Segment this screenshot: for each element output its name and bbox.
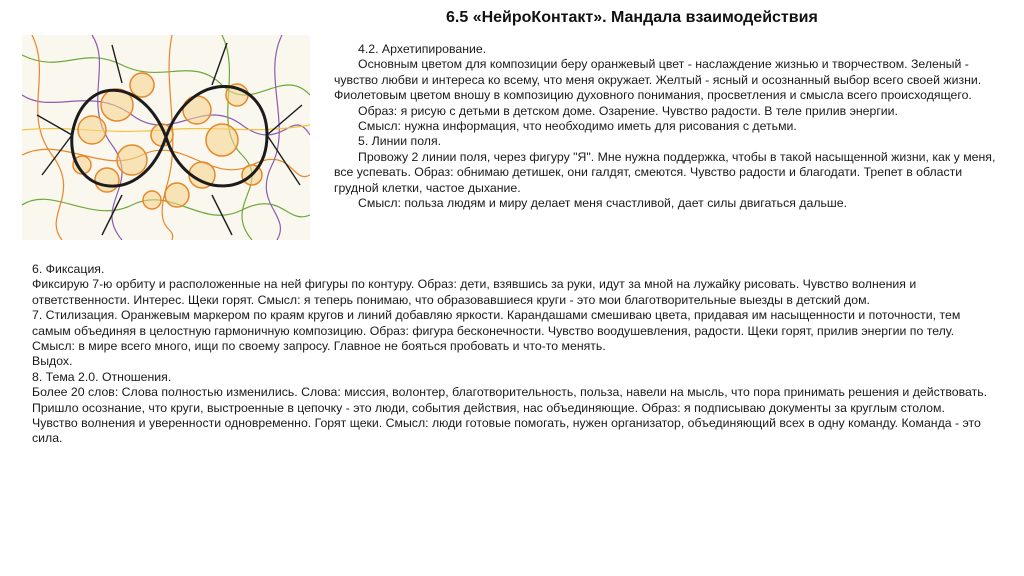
text-block-archetyping (334, 42, 1009, 211)
paragraph-meaning-1: Смысл: нужна информация, что необходимо иметь для рисования с детьми. (358, 119, 797, 134)
heading-relations: 8. Тема 2.0. Отношения. (32, 369, 172, 384)
paragraph-fixation: Фиксирую 7-ю орбиту и расположенные на ней фигуры по контуру. Образ: дети, взявшись за руки, идут за мной на лужайку рисовать. Чувство волнения и ответственности. Интерес. Щеки горят. Смысл: я теперь понимаю, что образовавшиеся круги - это мои благотворительные выезды в детский дом. (32, 277, 917, 307)
mandala-artwork-image (22, 35, 310, 240)
heading-fixation: 6. Фиксация. (32, 262, 105, 276)
page-title: 6.5 «НейроКонтакт». Мандала взаимодействия (446, 9, 818, 26)
paragraph-exhale: Выдох. (32, 354, 73, 369)
paragraph-relations: Более 20 слов: Слова полностью изменились. Слова: миссия, волонтер, благотворительность, польза, навели на мысль, что пора принимать решения и действовать. Пришло осознание, что круги, выстроенные в цепочку - это люди, события действия, нас объединяющие. Образ: я подписываю документы за круглым столом. Чувство волнения и уверенности одновременно. Горят щеки. Смысл: люди готовые помогать, нужен организатор, объединяющий всех в одну команду. Команда - это сила. (32, 385, 988, 446)
paragraph-meaning-2: Смысл: польза людям и миру делает меня счастливой, дает силы двигаться дальше. (358, 196, 848, 211)
paragraph-field-lines: Провожу 2 линии поля, через фигуру "Я". Мне нужна поддержка, чтобы в такой насыщенной жизни, как у меня, все успевать. Образ: обнимаю детишек, они галдят, смеются. Чувство радости и благодати. Трепет в области грудной клетки, частое дыхание. (334, 149, 996, 195)
paragraph-stylization: 7. Стилизация. Оранжевым маркером по краям кругов и линий добавляю яркости. Карандашами смешиваю цвета, придавая им насыщенности и поточности, тем самым объединяя в целостную гармоничную композицию. Образ: фигура бесконечности. Чувство воодушевления, радости. Щеки горят, прилив энергии по телу. Смысл: в мире всего много, ищи по своему запросу. Главное не бояться пробовать и что-то менять. (32, 308, 961, 354)
paragraph-colors: Основным цветом для композиции беру оранжевый цвет - наслаждение жизнью и творчеством. Зеленый - чувство любви и интереса ко всему, что меня окружает. Желтый - ясный и осознанный выбор всего своей жизни. Фиолетовым цветом вношу в композицию духовного понимания, просветления и смысла всего происходящего. (334, 57, 982, 103)
text-block-steps (32, 262, 992, 447)
heading-field-lines: 5. Линии поля. (358, 134, 442, 149)
heading-archetyping: 4.2. Архетипирование. (358, 42, 487, 56)
paragraph-image-1: Образ: я рисую с детьми в детском доме. Озарение. Чувство радости. В теле прилив энергии. (358, 103, 898, 118)
